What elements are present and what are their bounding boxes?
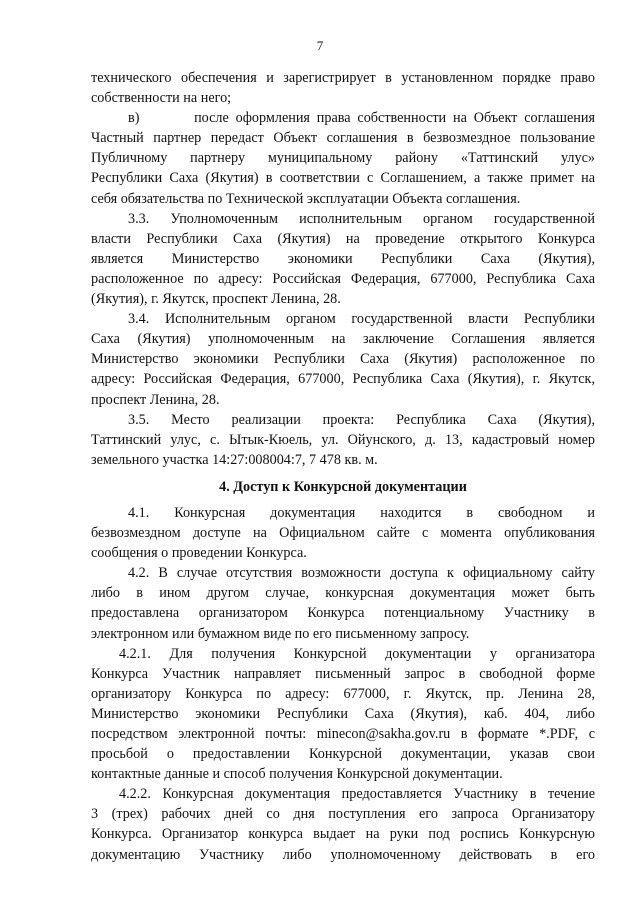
paragraph-4-2 <box>91 563 595 643</box>
text-line: Конкурса Участник направляет письменный запрос в свободной форме <box>91 665 595 682</box>
text-line: Министерство экономики Республики Саха (Якутия) расположенное по <box>91 351 595 368</box>
text-line: организатору Конкурса по адресу: 677000, г. Якутск, пр. Ленина 28, <box>91 685 595 702</box>
text-line: Публичному партнеру муниципальному району «Таттинский улус» <box>91 150 595 167</box>
text-line: документацию Участнику либо уполномоченному действовать в его <box>91 846 595 863</box>
text-line: 3.4. Исполнительным органом государственной власти Республики <box>128 311 595 328</box>
text-line: Саха (Якутия) уполномоченным на заключение Соглашения является <box>91 331 595 348</box>
text-line: 4.2.1. Для получения Конкурсной документации у организатора <box>119 645 595 662</box>
paragraph-4-1 <box>91 503 595 563</box>
text-line: безвозмездном доступе на Официальном сайте с момента опубликования <box>91 525 595 542</box>
paragraph-intro-continuation <box>91 68 595 108</box>
text-line: Республики Саха (Якутия) в соответствии с Соглашением, а также примет на <box>91 170 595 187</box>
text-line: контактные данные и способ получения Конкурсной документации. <box>91 766 503 783</box>
paragraph-3-3 <box>91 209 595 309</box>
text-line: Таттинский улус, с. Ытык-Кюель, ул. Ойунского, д. 13, кадастровый номер <box>91 431 595 448</box>
text-line: проспект Ленина, 28. <box>91 391 220 408</box>
paragraph-3-4 <box>91 309 595 409</box>
text-line: предоставлена организатором Конкурса потенциальному Участнику в <box>91 605 595 622</box>
paragraph-3-5 <box>91 410 595 470</box>
text-line: 3.5. Место реализации проекта: Республика Саха (Якутия), <box>128 411 595 428</box>
text-line: 3.3. Уполномоченным исполнительным органом государственной <box>128 210 595 227</box>
text-line: Конкурса. Организатор конкурса выдает на руки под роспись Конкурсную <box>91 826 595 843</box>
paragraph-4-2-1 <box>91 644 595 785</box>
text-line: является Министерство экономики Республики Саха (Якутия), <box>91 250 595 267</box>
text-line: технического обеспечения и зарегистрирует в установленном порядке право <box>91 70 595 86</box>
page-number: 7 <box>316 38 324 53</box>
text-line: Министерство экономики Республики Саха (Якутия), каб. 404, либо <box>91 705 595 722</box>
text-line: посредством электронной почты: minecon@sakha.gov.ru в формате *.PDF, с <box>91 726 595 742</box>
paragraph-4-2-2 <box>91 784 595 864</box>
text-line: 4.2. В случае отсутствия возможности доступа к официальному сайту <box>128 565 595 582</box>
text-line: расположенное по адресу: Российская Федерация, 677000, Республика Саха <box>91 270 595 287</box>
text-line: (Якутия), г. Якутск, проспект Ленина, 28. <box>91 291 341 308</box>
text-line: земельного участка 14:27:008004:7, 7 478 кв. м. <box>91 451 378 468</box>
text-line: в) после оформления права собственности на Объект соглашения <box>128 110 595 127</box>
text-line: 4.1. Конкурсная документация находится в свободном и <box>128 504 595 521</box>
text-line: 3 (трех) рабочих дней со дня поступления его запроса Организатору <box>91 806 595 823</box>
text-line: власти Республики Саха (Якутия) на проведение открытого Конкурса <box>91 230 595 247</box>
text-line: либо в ином другом случае, конкурсная документация может быть <box>91 585 595 602</box>
text-line: собственности на него; <box>91 90 232 107</box>
text-line: себя обязательства по Технической эксплуатации Объекта соглашения. <box>91 190 521 207</box>
text-line: 4.2.2. Конкурсная документация предоставляется Участнику в течение <box>119 786 595 803</box>
document-body <box>91 68 595 865</box>
text-line: электронном или бумажном виде по его письменному запросу. <box>91 625 470 642</box>
section-heading: 4. Доступ к Конкурсной документации <box>219 478 467 495</box>
text-line: сообщения о проведении Конкурса. <box>91 545 307 562</box>
paragraph-item-v <box>91 108 595 208</box>
text-line: Частный партнер передаст Объект соглашения в безвозмездное пользование <box>91 130 595 147</box>
text-line: адресу: Российская Федерация, 677000, Республика Саха (Якутия), г. Якутск, <box>91 371 595 388</box>
text-line: просьбой о предоставлении Конкурсной документации, указав свои <box>91 746 595 763</box>
